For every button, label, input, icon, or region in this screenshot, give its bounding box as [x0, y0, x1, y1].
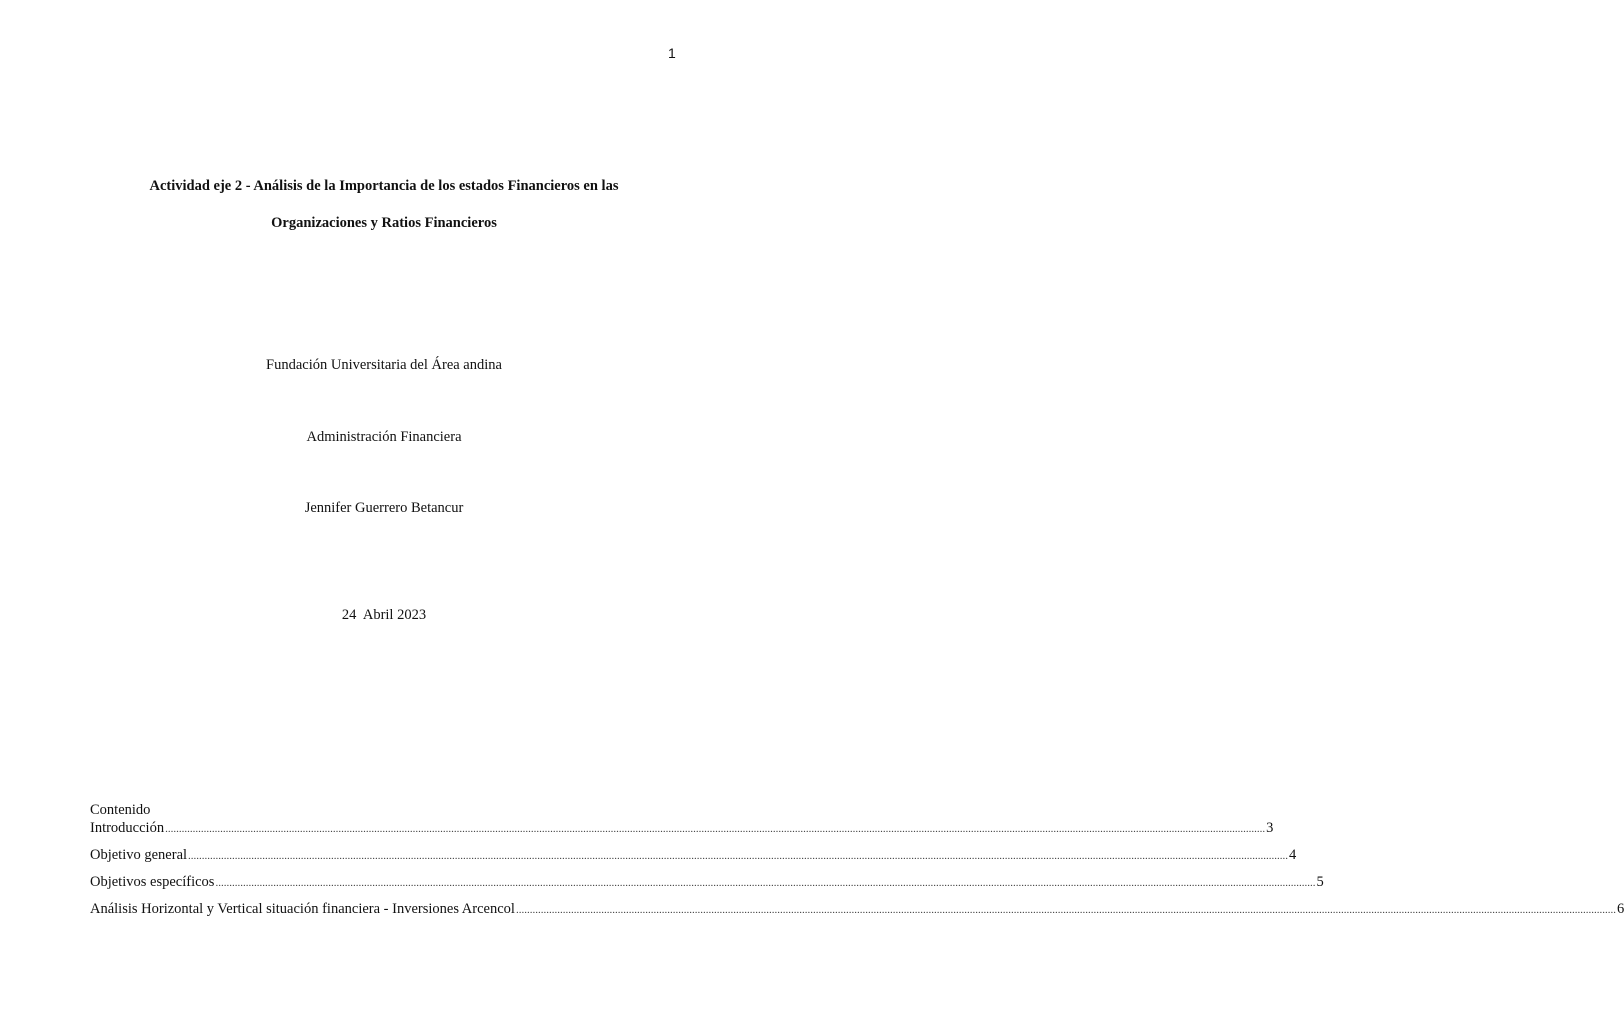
toc-heading: Contenido: [90, 802, 151, 818]
table-of-contents: [90, 801, 1624, 927]
institution-name: Fundación Universitaria del Área andina: [266, 357, 502, 373]
toc-entry-page: 5: [1316, 874, 1324, 890]
toc-dot-leader: ................................................................................................................................................................................................................................................................................................................................................................................................................: [188, 850, 1289, 862]
toc-dot-leader: ................................................................................................................................................................................................................................................................................................................................................................................................................: [515, 904, 1616, 916]
toc-entry[interactable]: [90, 846, 1297, 873]
toc-entry[interactable]: [90, 900, 1624, 927]
toc-entry-page: 3: [1266, 820, 1274, 836]
toc-entry[interactable]: [90, 819, 1274, 846]
course-name: Administración Financiera: [306, 429, 462, 445]
toc-entry-page: 6: [1616, 901, 1624, 917]
toc-list: [90, 819, 1624, 927]
document-title-line-2: Organizaciones y Ratios Financieros: [271, 215, 497, 231]
author-name: Jennifer Guerrero Betancur: [304, 500, 464, 516]
toc-entry-label: Objetivo general: [90, 847, 188, 863]
toc-entry-label: Análisis Horizontal y Vertical situación financiera - Inversiones Arcencol: [90, 901, 515, 917]
toc-entry[interactable]: [90, 873, 1324, 900]
page-number: 1: [668, 45, 676, 61]
toc-dot-leader: ................................................................................................................................................................................................................................................................................................................................................................................................................: [165, 823, 1266, 835]
document-date: 24 Abril 2023: [341, 607, 427, 623]
toc-dot-leader: ................................................................................................................................................................................................................................................................................................................................................................................................................: [215, 877, 1316, 889]
toc-entry-label: Introducción: [90, 820, 165, 836]
toc-entry-page: 4: [1289, 847, 1297, 863]
toc-entry-label: Objetivos específicos: [90, 874, 215, 890]
document-title-line-1: Actividad eje 2 - Análisis de la Importancia de los estados Financieros en las: [149, 178, 619, 194]
